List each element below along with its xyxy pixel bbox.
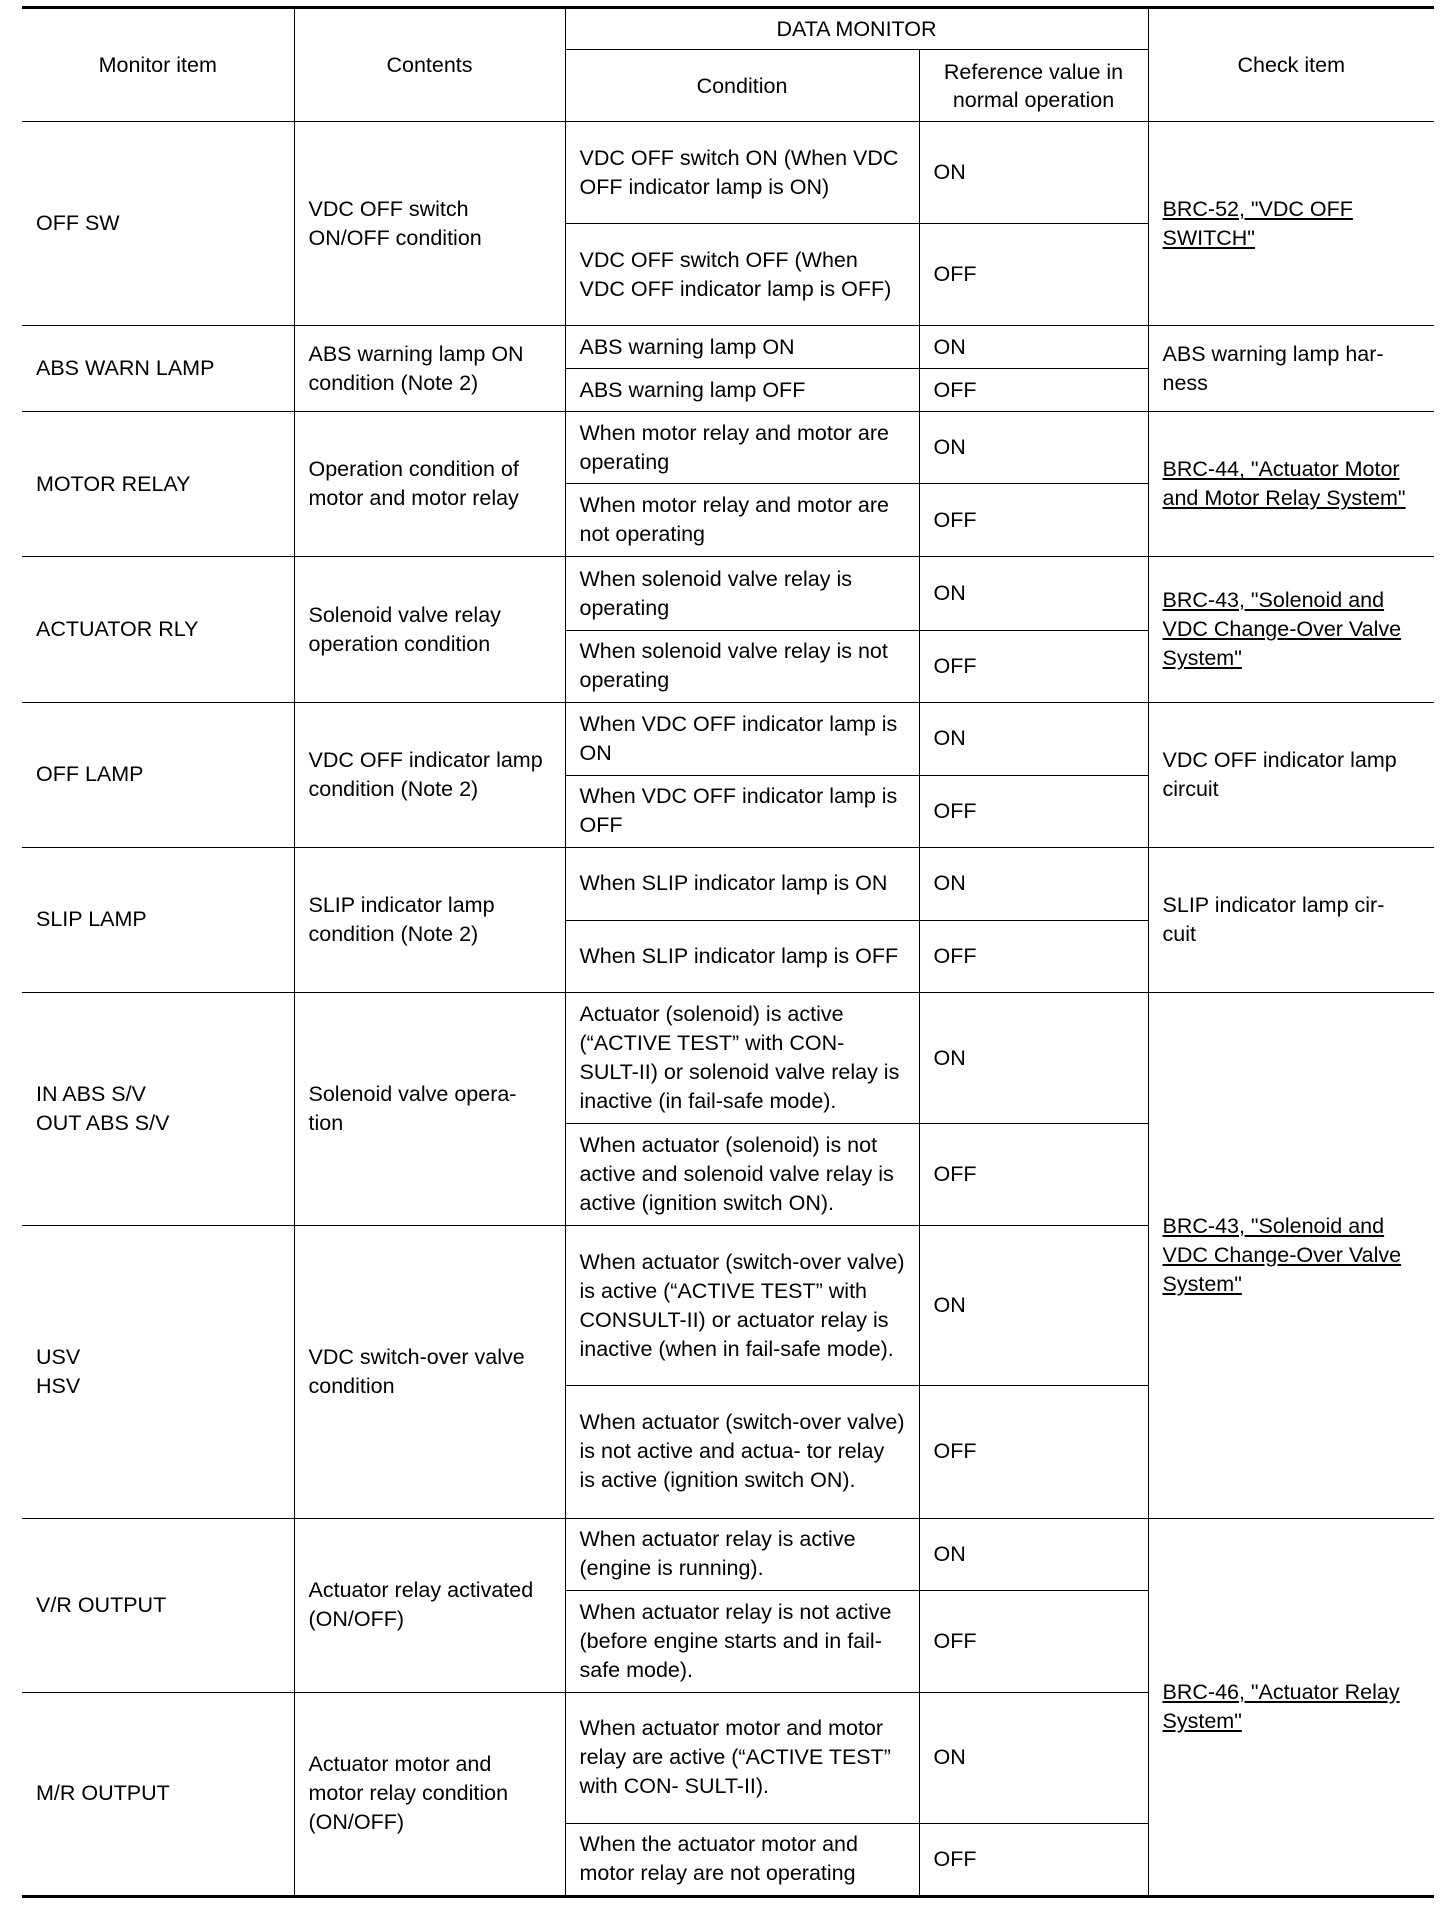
contents-cell: ABS warning lamp ON condition (Note 2) [294,326,565,412]
monitor-item-cell [22,702,294,847]
check-item-cell: SLIP indicator lamp cir- cuit [1148,847,1434,992]
check-item-link[interactable]: BRC-44, "Actuator Motor and Motor Relay System" [1162,457,1406,511]
reference-value-cell: ON [919,122,1148,224]
check-item-cell: ABS warning lamp har- ness [1148,326,1434,412]
header-data-monitor: DATA MONITOR [565,8,1148,50]
reference-value-cell: OFF [919,630,1148,702]
reference-value-cell: OFF [919,1823,1148,1896]
monitor-item-name: USV [36,1344,81,1369]
condition-cell: When motor relay and motor are not operating [565,484,919,557]
condition-cell: ABS warning lamp ON [565,326,919,369]
data-monitor-table [22,6,1434,1898]
condition-cell: When solenoid valve relay is operating [565,557,919,630]
monitor-item-cell [22,1226,294,1518]
reference-value-cell: ON [919,326,1148,369]
contents-cell: Solenoid valve opera- tion [294,992,565,1225]
reference-value-cell: ON [919,702,1148,775]
header-contents: Contents [294,8,565,122]
check-item-cell [1148,412,1434,557]
reference-value-cell: ON [919,1692,1148,1823]
check-item-link[interactable]: BRC-52, "VDC OFF SWITCH" [1162,196,1353,250]
reference-value-cell: ON [919,1518,1148,1590]
monitor-item-cell [22,992,294,1225]
condition-cell: When the actuator motor and motor relay are not operating [565,1823,919,1896]
contents-cell: Actuator relay activated (ON/OFF) [294,1518,565,1692]
check-item-cell [1148,122,1434,326]
condition-cell: When actuator (solenoid) is not active and solenoid valve relay is active (ignition switch ON). [565,1124,919,1226]
contents-cell: VDC OFF switch ON/OFF condition [294,122,565,326]
reference-value-cell: ON [919,1226,1148,1386]
reference-value-cell: ON [919,847,1148,920]
reference-value-cell: OFF [919,224,1148,326]
contents-cell: VDC OFF indicator lamp condition (Note 2) [294,702,565,847]
reference-value-cell: OFF [919,775,1148,847]
monitor-item-cell [22,122,294,326]
contents-cell: VDC switch-over valve condition [294,1226,565,1518]
check-item-cell [1148,557,1434,702]
monitor-item-cell [22,412,294,557]
monitor-item-cell [22,847,294,992]
condition-cell: When solenoid valve relay is not operating [565,630,919,702]
reference-value-cell: OFF [919,1124,1148,1226]
contents-cell: SLIP indicator lamp condition (Note 2) [294,847,565,992]
check-item-cell [1148,992,1434,1518]
condition-cell: VDC OFF switch ON (When VDC OFF indicator lamp is ON) [565,122,919,224]
monitor-item-name: IN ABS S/V [36,1082,146,1107]
condition-cell: VDC OFF switch OFF (When VDC OFF indicator lamp is OFF) [565,224,919,326]
monitor-item-name: OUT ABS S/V [36,1111,170,1136]
header-monitor-item: Monitor item [22,8,294,122]
monitor-item-name: ABS WARN LAMP [36,356,215,381]
contents-cell: Operation condition of motor and motor relay [294,412,565,557]
check-item-link[interactable]: BRC-46, "Actuator Relay System" [1162,1679,1400,1733]
condition-cell: When motor relay and motor are operating [565,412,919,484]
check-item-link[interactable]: BRC-43, "Solenoid and VDC Change-Over Valve System" [1162,588,1402,671]
reference-value-cell: ON [919,992,1148,1123]
reference-value-cell: OFF [919,369,1148,412]
monitor-item-cell [22,1518,294,1692]
monitor-item-name: ACTUATOR RLY [36,617,199,642]
header-reference-value: Reference value in normal operation [919,50,1148,122]
contents-cell: Solenoid valve relay operation condition [294,557,565,702]
condition-cell: When VDC OFF indicator lamp is ON [565,702,919,775]
check-item-link[interactable]: BRC-43, "Solenoid and VDC Change-Over Valve System" [1162,1213,1402,1296]
condition-cell: When actuator relay is active (engine is running). [565,1518,919,1590]
condition-cell: Actuator (solenoid) is active (“ACTIVE TEST” with CON- SULT-II) or solenoid valve relay is inactive (in fail-safe mode). [565,992,919,1123]
monitor-item-name: SLIP LAMP [36,907,147,932]
reference-value-cell: ON [919,412,1148,484]
monitor-item-cell [22,557,294,702]
monitor-item-name: MOTOR RELAY [36,471,191,496]
reference-value-cell: OFF [919,1590,1148,1692]
condition-cell: When SLIP indicator lamp is ON [565,847,919,920]
condition-cell: When actuator relay is not active (before engine starts and in fail-safe mode). [565,1590,919,1692]
monitor-item-cell [22,326,294,412]
reference-value-cell: ON [919,557,1148,630]
reference-value-cell: OFF [919,484,1148,557]
monitor-item-name: V/R OUTPUT [36,1592,167,1617]
monitor-item-name: OFF SW [36,211,120,236]
condition-cell: When VDC OFF indicator lamp is OFF [565,775,919,847]
condition-cell: When actuator motor and motor relay are active (“ACTIVE TEST” with CON- SULT-II). [565,1692,919,1823]
reference-value-cell: OFF [919,920,1148,992]
condition-cell: When actuator (switch-over valve) is active (“ACTIVE TEST” with CONSULT-II) or actuator relay is inactive (when in fail-safe mode). [565,1226,919,1386]
contents-cell: Actuator motor and motor relay condition (ON/OFF) [294,1692,565,1896]
reference-value-cell: OFF [919,1386,1148,1518]
condition-cell: ABS warning lamp OFF [565,369,919,412]
check-item-cell [1148,1518,1434,1897]
header-condition: Condition [565,50,919,122]
monitor-item-name: HSV [36,1373,81,1398]
monitor-item-name: M/R OUTPUT [36,1781,170,1806]
condition-cell: When actuator (switch-over valve) is not active and actua- tor relay is active (ignition switch ON). [565,1386,919,1518]
monitor-item-name: OFF LAMP [36,762,144,787]
check-item-cell: VDC OFF indicator lamp circuit [1148,702,1434,847]
header-check-item: Check item [1148,8,1434,122]
condition-cell: When SLIP indicator lamp is OFF [565,920,919,992]
monitor-item-cell [22,1692,294,1896]
